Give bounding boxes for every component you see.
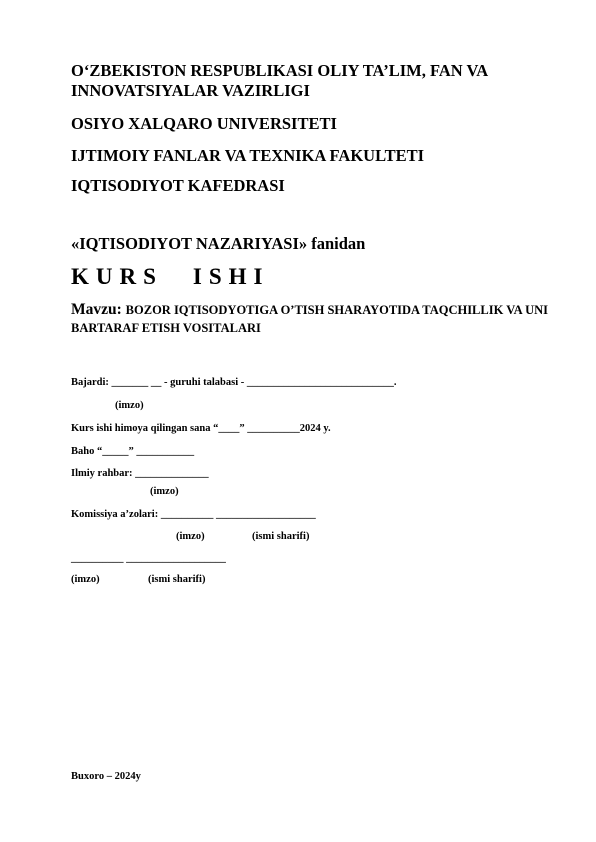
- university-heading: OSIYO XALQARO UNIVERSITETI: [71, 114, 337, 133]
- bajardi-line: Bajardi: _______ __ - guruhi talabasi - ____________________________.: [71, 377, 397, 388]
- ministry-heading: O‘ZBEKISTON RESPUBLIKASI OLIY TA’LIM, FAN VA INNOVATSIYALAR VAZIRLIGI: [71, 61, 488, 100]
- komissiya-line: Komissiya a’zolari: __________ ___________________: [71, 509, 316, 520]
- commission-signature-lines: __________ ___________________: [71, 553, 226, 564]
- department-heading: IQTISODIYOT KAFEDRASI: [71, 176, 285, 195]
- imzo-label-2: (imzo): [150, 486, 179, 497]
- faculty-heading: IJTIMOIY FANLAR VA TEXNIKA FAKULTETI: [71, 146, 425, 165]
- imzo-label-1: (imzo): [115, 400, 144, 411]
- topic-text: BOZOR IQTISODYOTIGA O’TISH SHARAYOTIDA TAQCHILLIK VA UNI BARTARAF ETISH VOSITALARI: [71, 303, 549, 335]
- imzo-label-4: (imzo): [71, 574, 100, 585]
- title-word-kurs: KURS: [71, 264, 163, 289]
- city-year: Buxoro – 2024y: [71, 771, 141, 782]
- ilmiy-rahbar-line: Ilmiy rahbar: ______________: [71, 468, 209, 479]
- document-title: [71, 264, 270, 290]
- defense-date-line: Kurs ishi himoya qilingan sana “____” __________2024 y.: [71, 423, 331, 434]
- title-word-ishi: ISHI: [192, 264, 270, 289]
- ismi-sharifi-label-2: (ismi sharifi): [148, 574, 206, 585]
- ismi-sharifi-label-1: (ismi sharifi): [252, 531, 310, 542]
- imzo-label-3: (imzo): [176, 531, 205, 542]
- topic: [71, 301, 566, 337]
- baho-line: Baho “_____” ___________: [71, 446, 195, 457]
- subject-line: «IQTISODIYOT NAZARIYASI» fanidan: [71, 234, 366, 253]
- topic-label: Mavzu:: [71, 301, 126, 318]
